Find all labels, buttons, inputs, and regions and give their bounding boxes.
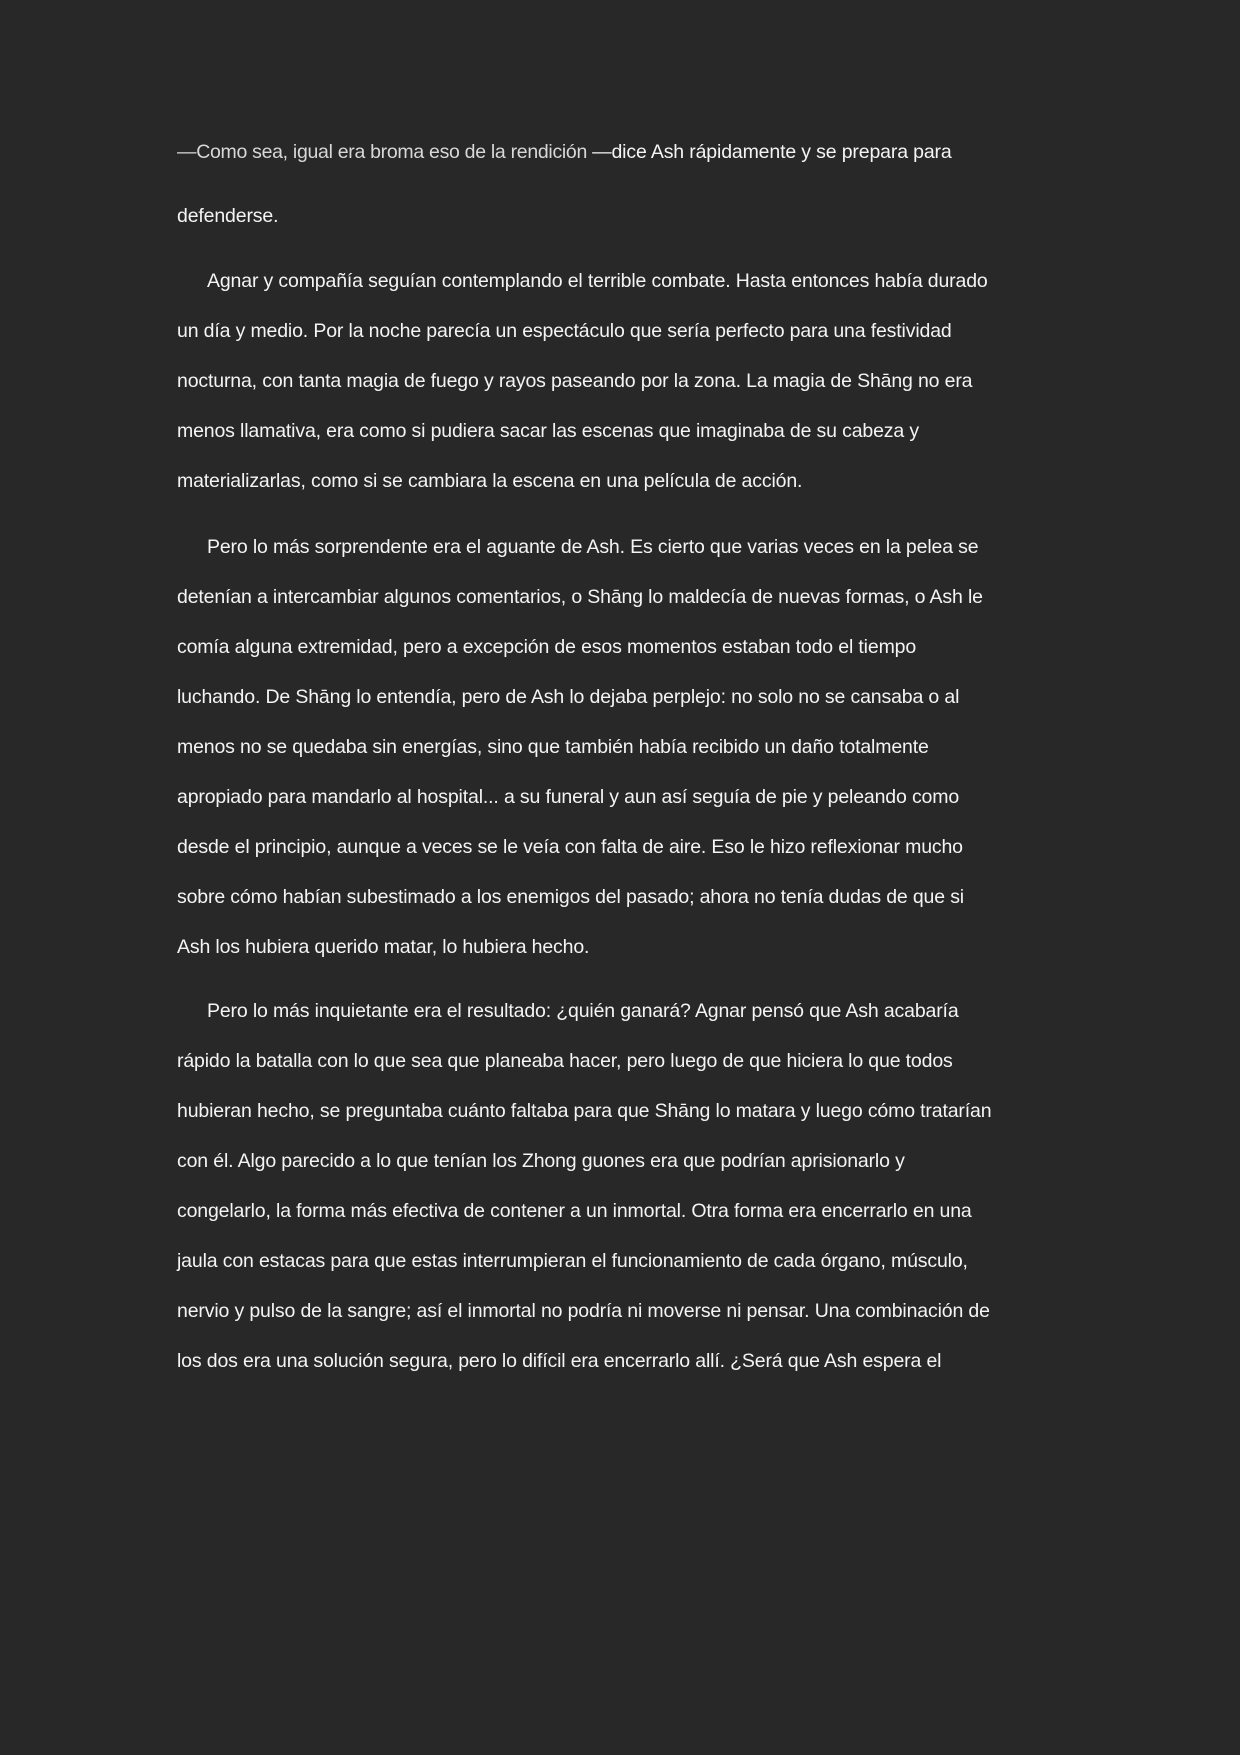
- paragraph-4-line-1: Pero lo más inquietante era el resultado: ¿quién ganará? Agnar pensó que Ash acabaría: [207, 1000, 959, 1022]
- paragraph-3-line-2: detenían a intercambiar algunos comentarios, o Shāng lo maldecía de nuevas formas, o Ash le: [177, 586, 983, 608]
- paragraph-1-line-1: [177, 140, 952, 164]
- paragraph-3-line-3: comía alguna extremidad, pero a excepción de esos momentos estaban todo el tiempo: [177, 636, 917, 658]
- paragraph-1-line-2: defenderse.: [177, 205, 279, 227]
- paragraph-3-line-1: Pero lo más sorprendente era el aguante de Ash. Es cierto que varias veces en la pelea se: [207, 536, 979, 558]
- paragraph-3-line-6: apropiado para mandarlo al hospital... a su funeral y aun así seguía de pie y peleando como: [177, 786, 960, 808]
- paragraph-4-line-4: con él. Algo parecido a lo que tenían los Zhong guones era que podrían aprisionarlo y: [177, 1150, 905, 1172]
- paragraph-3-line-5: menos no se quedaba sin energías, sino que también había recibido un daño totalmente: [177, 736, 929, 758]
- paragraph-2-line-2: un día y medio. Por la noche parecía un espectáculo que sería perfecto para una festividad: [177, 320, 952, 342]
- paragraph-2-line-3: nocturna, con tanta magia de fuego y rayos paseando por la zona. La magia de Shāng no era: [177, 370, 973, 392]
- paragraph-2-line-4: menos llamativa, era como si pudiera sacar las escenas que imaginaba de su cabeza y: [177, 420, 919, 442]
- paragraph-4-line-8: los dos era una solución segura, pero lo difícil era encerrarlo allí. ¿Será que Ash espera el: [177, 1350, 942, 1372]
- paragraph-3-line-4: luchando. De Shāng lo entendía, pero de Ash lo dejaba perplejo: no solo no se cansaba o al: [177, 686, 960, 708]
- paragraph-3-line-7: desde el principio, aunque a veces se le veía con falta de aire. Eso le hizo reflexionar mucho: [177, 836, 963, 858]
- paragraph-4-line-2: rápido la batalla con lo que sea que planeaba hacer, pero luego de que hiciera lo que todos: [177, 1050, 953, 1072]
- narration-text: —dice Ash rápidamente y se prepara para: [592, 141, 952, 163]
- paragraph-4-line-3: hubieran hecho, se preguntaba cuánto faltaba para que Shāng lo matara y luego cómo tratarían: [177, 1100, 992, 1122]
- paragraph-2-line-1: Agnar y compañía seguían contemplando el terrible combate. Hasta entonces había durado: [207, 270, 988, 292]
- paragraph-3-line-8: sobre cómo habían subestimado a los enemigos del pasado; ahora no tenía dudas de que si: [177, 886, 964, 908]
- paragraph-2-line-5: materializarlas, como si se cambiara la escena en una película de acción.: [177, 470, 803, 492]
- paragraph-4-line-6: jaula con estacas para que estas interrumpieran el funcionamiento de cada órgano, músculo,: [177, 1250, 968, 1272]
- paragraph-4-line-7: nervio y pulso de la sangre; así el inmortal no podría ni moverse ni pensar. Una combinación de: [177, 1300, 990, 1322]
- paragraph-4-line-5: congelarlo, la forma más efectiva de contener a un inmortal. Otra forma era encerrarlo en una: [177, 1200, 972, 1222]
- paragraph-3-line-9: Ash los hubiera querido matar, lo hubiera hecho.: [177, 936, 590, 958]
- dialogue-text: —Como sea, igual era broma eso de la rendición: [177, 141, 593, 163]
